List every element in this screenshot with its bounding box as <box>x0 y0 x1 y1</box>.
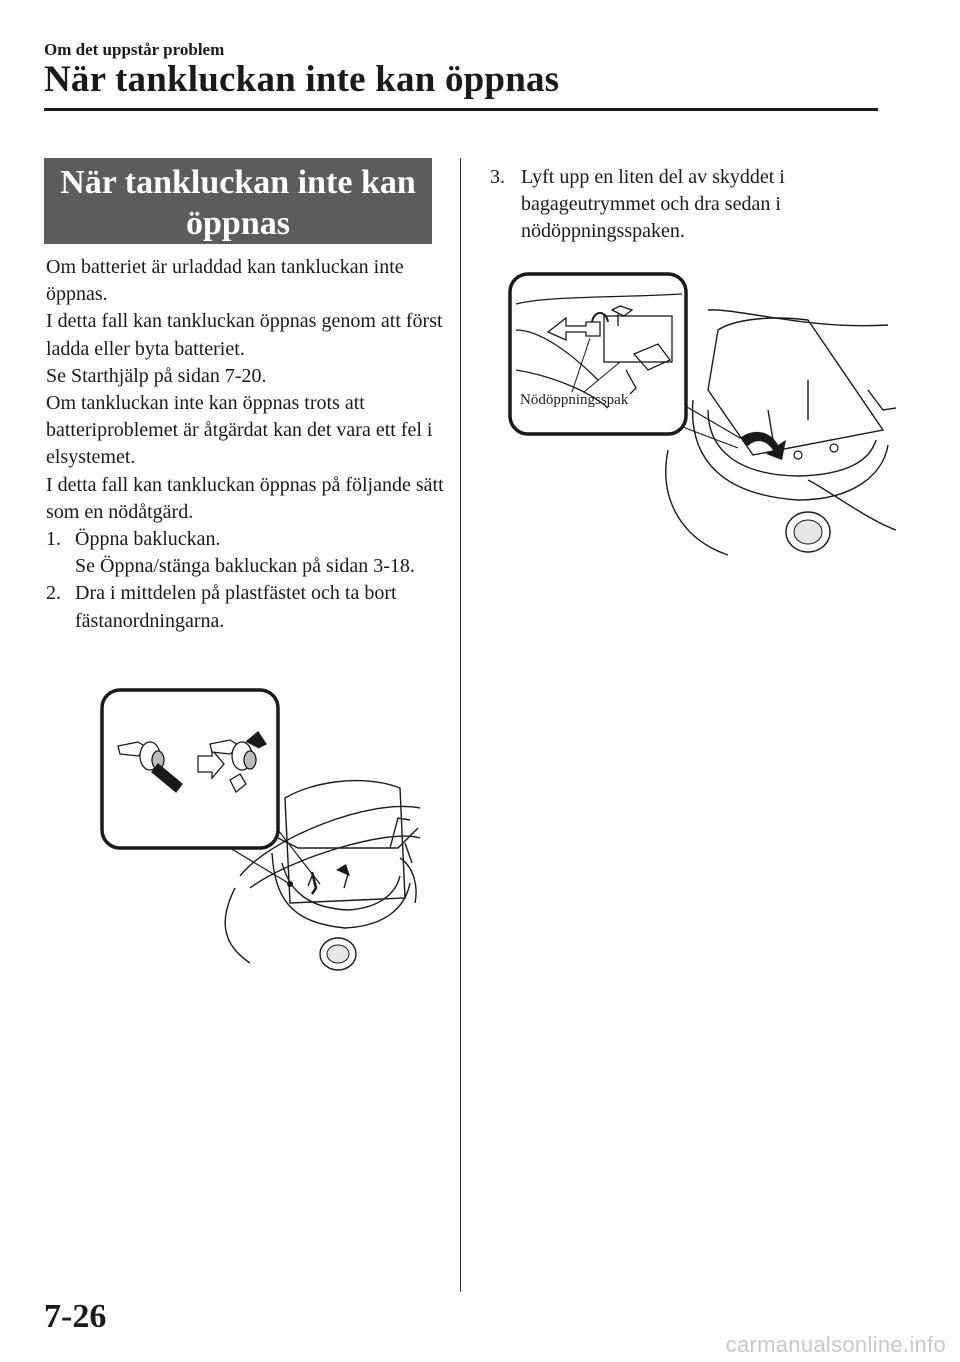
step-subtext: Se Öppna/stänga bakluckan på sidan 3-18. <box>75 555 415 578</box>
emergency-lever-illustration <box>508 270 896 560</box>
paragraph-reference: Se Starthjälp på sidan 7-20. <box>46 364 267 387</box>
right-column <box>490 164 870 246</box>
step-text: Öppna bakluckan. <box>75 528 221 551</box>
watermark: carmanualsonline.info <box>725 1332 946 1357</box>
paragraph-electrical: Om tankluckan inte kan öppnas trots att batteriproblemet är åtgärdat kan det vara ett fel i elsystemet. <box>46 392 433 469</box>
step-number: 2. <box>46 582 61 605</box>
paragraph-charge: I detta fall kan tankluckan öppnas genom att först ladda eller byta batteriet. <box>46 310 443 360</box>
paragraph-battery: Om batteriet är urladdad kan tankluckan inte öppnas. <box>46 256 404 306</box>
retainer-clip-illustration <box>100 688 420 976</box>
section-heading-line2: öppnas <box>186 205 290 242</box>
left-column <box>46 254 446 635</box>
step-text: Lyft upp en liten del av skyddet i bagageutrymmet och dra sedan i nödöppningsspaken. <box>521 166 785 243</box>
step-number: 3. <box>490 166 505 188</box>
step-2 <box>46 580 446 634</box>
step-1 <box>46 526 446 580</box>
step-number: 1. <box>46 528 61 551</box>
page-title: När tankluckan inte kan öppnas <box>44 59 560 100</box>
step-text: Dra i mittdelen på plastfästet och ta bort fästanordningarna. <box>75 582 397 632</box>
section-heading-line1: När tankluckan inte kan <box>60 164 416 201</box>
paragraph-emergency: I detta fall kan tankluckan öppnas på följande sätt som en nödåtgärd. <box>46 473 444 523</box>
chapter-subtitle: Om det uppstår problem <box>44 40 225 59</box>
emergency-lever-label: Nödöppningsspak <box>520 392 629 408</box>
section-heading <box>44 158 432 244</box>
step-3 <box>490 164 870 246</box>
page-number: 7-26 <box>44 1298 107 1335</box>
column-divider <box>460 158 461 1292</box>
header-rule <box>44 108 878 111</box>
